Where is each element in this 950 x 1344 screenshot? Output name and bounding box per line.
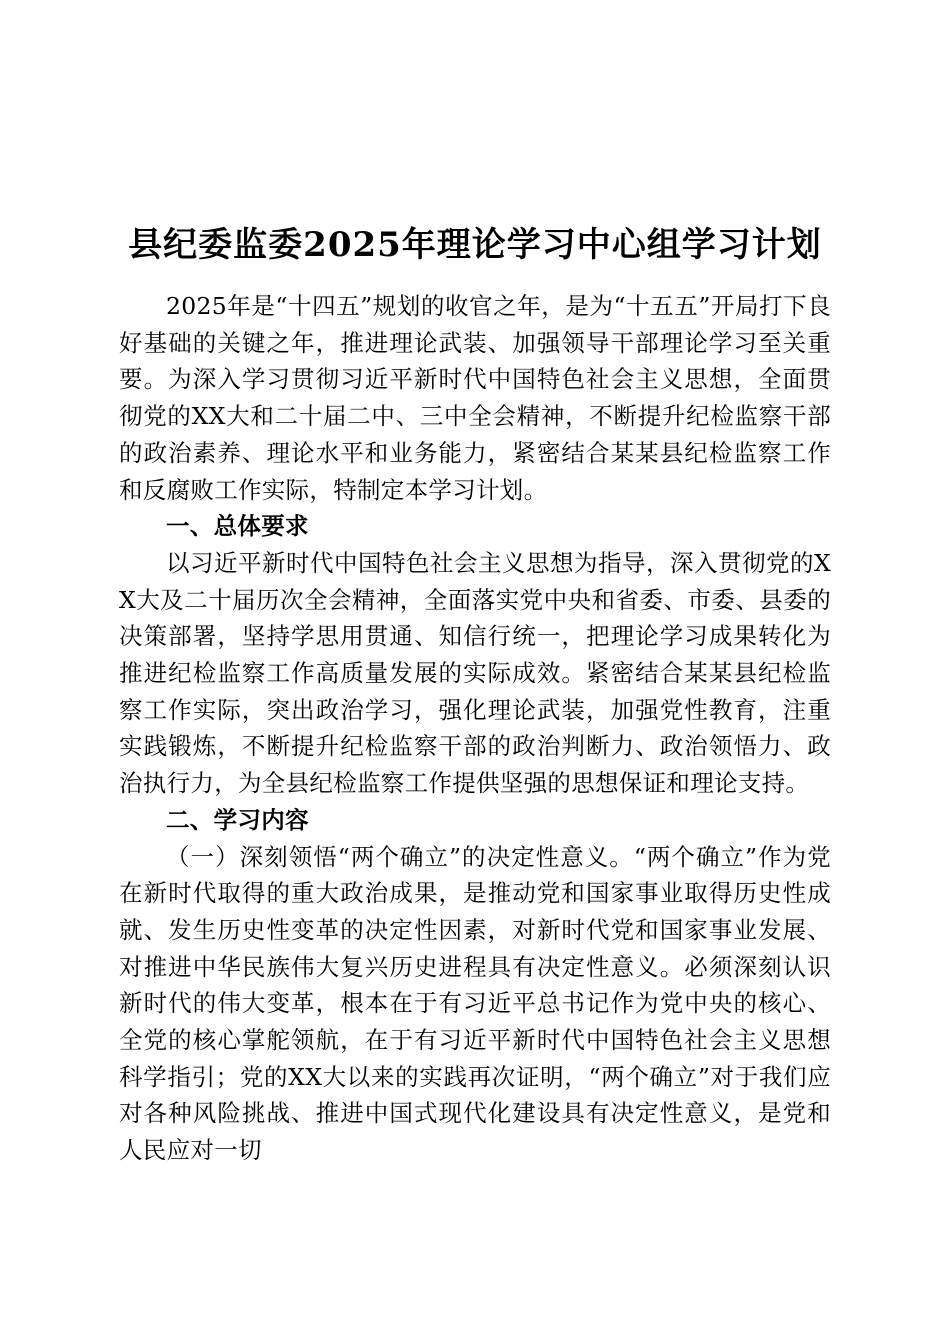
- general-requirements-paragraph: 以习近平新时代中国特色社会主义思想为指导，深入贯彻党的XX大及二十届历次全会精神，全面落实党中央和省委、市委、县委的决策部署，坚持学思用贯通、知信行统一，把理论学习成果转化为推进纪检监察工作高质量发展的实际成效。紧密结合某某县纪检监察工作实际，突出政治学习，强化理论武装，加强党性教育，注重实践锻炼，不断提升纪检监察干部的政治判断力、政治领悟力、政治执行力，为全县纪检监察工作提供坚强的思想保证和理论支持。: [119, 548, 831, 798]
- study-content-item-1: （一）深刻领悟“两个确立”的决定性意义。“两个确立”作为党在新时代取得的重大政治成果，是推动党和国家事业取得历史性成就、发生历史性变革的决定性因素，对新时代党和国家事业发展、对推进中华民族伟大复兴历史进程具有决定性意义。必须深刻认识新时代的伟大变革，根本在于有习近平总书记作为党中央的核心、全党的核心掌舵领航，在于有习近平新时代中国特色社会主义思想科学指引；党的XX大以来的实践再次证明，“两个确立”对于我们应对各种风险挑战、推进中国式现代化建设具有决定性意义，是党和人民应对一切: [119, 842, 831, 1165]
- section-heading-general-requirements: 一、总体要求: [166, 512, 309, 541]
- section-heading-study-content: 二、学习内容: [166, 805, 309, 834]
- document-body: [119, 288, 831, 1169]
- document-title: 县纪委监委2025年理论学习中心组学习计划: [128, 224, 822, 265]
- intro-paragraph: 2025年是“十四五”规划的收官之年，是为“十五五”开局打下良好基础的关键之年，推进理论武装、加强领导干部理论学习至关重要。为深入学习贯彻习近平新时代中国特色社会主义思想，全面贯彻党的XX大和二十届二中、三中全会精神，不断提升纪检监察干部的政治素养、理论水平和业务能力，紧密结合某某县纪检监察工作和反腐败工作实际，特制定本学习计划。: [119, 292, 831, 504]
